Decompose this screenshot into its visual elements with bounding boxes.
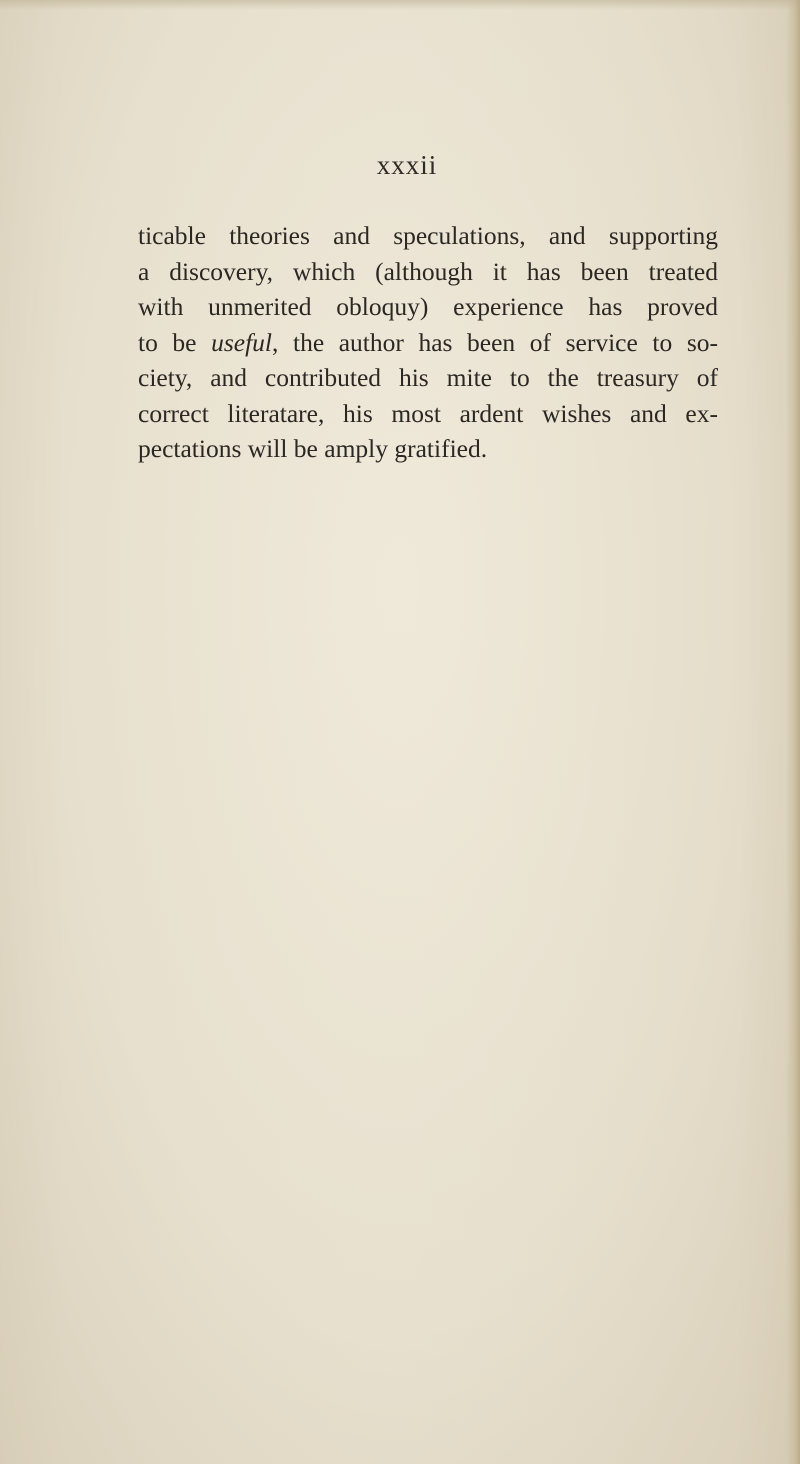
text-segment: , the author has been of service to so- xyxy=(272,327,718,357)
text-line xyxy=(138,325,718,361)
text-line: correct literatare, his most ardent wishes and ex- xyxy=(138,398,718,428)
text-line: ciety, and contributed his mite to the treasury of xyxy=(138,363,718,392)
text-line: ticable theories and speculations, and supporting xyxy=(138,221,718,250)
page-number: xxxii xyxy=(376,150,438,180)
page-top-edge xyxy=(0,0,800,10)
text-line: a discovery, which (although it has been treated xyxy=(138,256,718,286)
page-right-edge xyxy=(786,0,800,1464)
text-line: with unmerited obloquy) experience has proved xyxy=(138,292,718,321)
italic-word: useful xyxy=(211,327,273,357)
text-line: pectations will be amply gratified. xyxy=(138,434,488,463)
body-paragraph xyxy=(138,218,718,467)
text-segment: to be xyxy=(138,327,212,357)
